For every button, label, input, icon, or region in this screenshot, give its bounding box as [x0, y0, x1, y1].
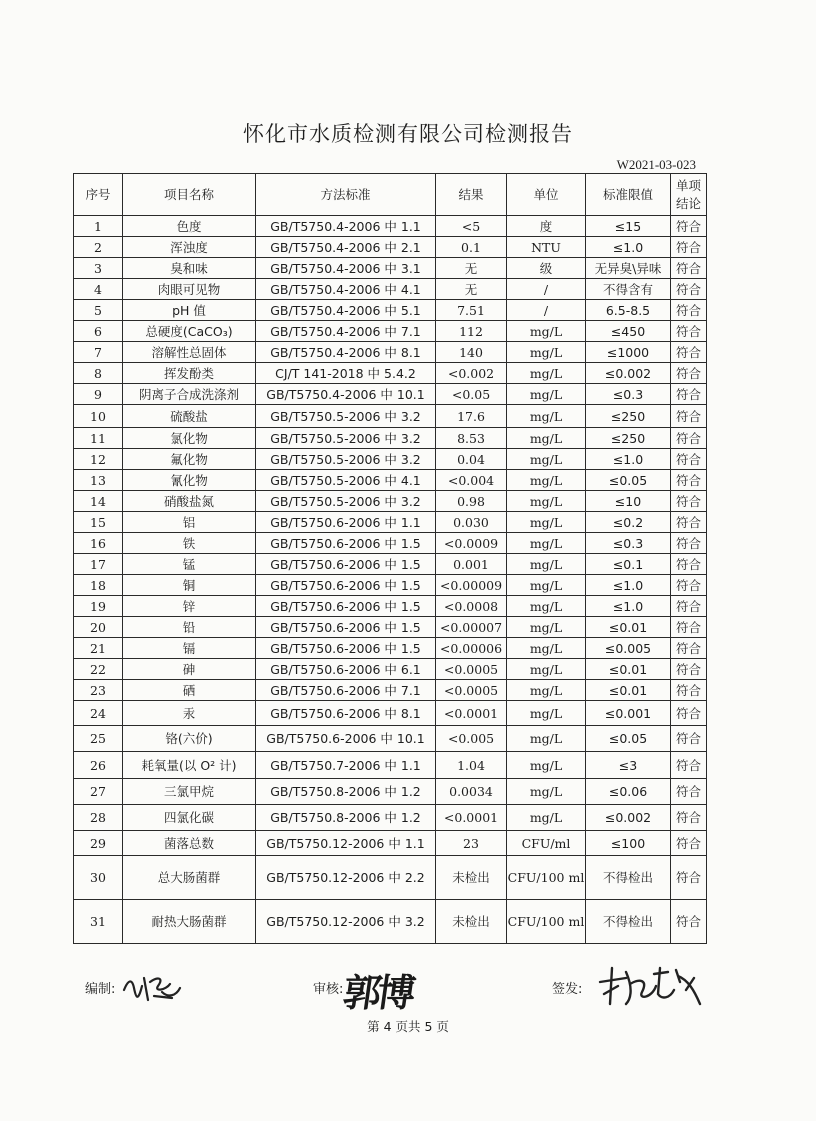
row-no: 15: [74, 512, 123, 533]
header-limit: 标准限值: [586, 174, 671, 216]
row-method: GB/T5750.8-2006 中 1.2: [256, 805, 436, 831]
row-item: 铜: [123, 575, 256, 596]
table-row: [74, 363, 707, 384]
header-result: 结果: [436, 174, 507, 216]
row-verdict: 符合: [671, 384, 707, 405]
row-limit: ≤0.01: [586, 659, 671, 680]
header-verdict: 单项结论: [671, 174, 707, 216]
row-no: 26: [74, 752, 123, 779]
row-no: 6: [74, 321, 123, 342]
row-no: 8: [74, 363, 123, 384]
row-item: 肉眼可见物: [123, 279, 256, 300]
row-item: 菌落总数: [123, 831, 256, 856]
row-limit: ≤0.06: [586, 779, 671, 805]
row-item: 耗氧量(以 O² 计): [123, 752, 256, 779]
row-no: 31: [74, 900, 123, 944]
row-no: 17: [74, 554, 123, 575]
compiled-by-label: 编制:: [85, 982, 116, 997]
row-unit: mg/L: [507, 659, 586, 680]
row-limit: 不得含有: [586, 279, 671, 300]
row-item: 溶解性总固体: [123, 342, 256, 363]
row-result: <5: [436, 216, 507, 237]
row-limit: ≤250: [586, 428, 671, 449]
table-row: [74, 617, 707, 638]
row-unit: mg/L: [507, 533, 586, 554]
row-method: GB/T5750.7-2006 中 1.1: [256, 752, 436, 779]
page-number: 第 4 页共 5 页: [367, 1019, 449, 1034]
row-verdict: 符合: [671, 363, 707, 384]
row-unit: mg/L: [507, 512, 586, 533]
row-verdict: 符合: [671, 726, 707, 752]
row-item: 铅: [123, 617, 256, 638]
row-limit: ≤1.0: [586, 575, 671, 596]
row-verdict: 符合: [671, 491, 707, 512]
row-item: 镉: [123, 638, 256, 659]
table-row: [74, 752, 707, 779]
row-unit: mg/L: [507, 491, 586, 512]
row-result: 0.04: [436, 449, 507, 470]
table-row: [74, 512, 707, 533]
report-number: W2021-03-023: [616, 157, 696, 172]
table-row: [74, 900, 707, 944]
row-item: 浑浊度: [123, 237, 256, 258]
row-unit: mg/L: [507, 680, 586, 701]
row-no: 24: [74, 701, 123, 726]
row-no: 21: [74, 638, 123, 659]
row-item: 氟化物: [123, 449, 256, 470]
row-unit: mg/L: [507, 428, 586, 449]
row-verdict: 符合: [671, 680, 707, 701]
row-unit: mg/L: [507, 470, 586, 491]
row-method: GB/T5750.5-2006 中 3.2: [256, 449, 436, 470]
row-unit: mg/L: [507, 363, 586, 384]
table-row: [74, 856, 707, 900]
row-method: GB/T5750.4-2006 中 2.1: [256, 237, 436, 258]
row-unit: mg/L: [507, 726, 586, 752]
row-no: 25: [74, 726, 123, 752]
row-result: <0.0005: [436, 659, 507, 680]
row-result: 未检出: [436, 856, 507, 900]
row-item: 铝: [123, 512, 256, 533]
row-item: 耐热大肠菌群: [123, 900, 256, 944]
row-result: <0.0001: [436, 701, 507, 726]
row-unit: mg/L: [507, 321, 586, 342]
table-row: [74, 680, 707, 701]
row-method: GB/T5750.6-2006 中 7.1: [256, 680, 436, 701]
row-result: 23: [436, 831, 507, 856]
row-no: 18: [74, 575, 123, 596]
row-result: 0.001: [436, 554, 507, 575]
row-method: GB/T5750.6-2006 中 1.5: [256, 554, 436, 575]
row-result: 112: [436, 321, 507, 342]
row-unit: mg/L: [507, 701, 586, 726]
row-limit: 不得检出: [586, 900, 671, 944]
row-verdict: 符合: [671, 428, 707, 449]
row-method: GB/T5750.12-2006 中 2.2: [256, 856, 436, 900]
row-no: 28: [74, 805, 123, 831]
row-method: GB/T5750.5-2006 中 3.2: [256, 428, 436, 449]
table-row: [74, 321, 707, 342]
row-limit: ≤0.2: [586, 512, 671, 533]
row-result: 0.1: [436, 237, 507, 258]
row-verdict: 符合: [671, 638, 707, 659]
row-no: 4: [74, 279, 123, 300]
row-limit: 不得检出: [586, 856, 671, 900]
header-item: 项目名称: [123, 174, 256, 216]
row-verdict: 符合: [671, 449, 707, 470]
row-limit: ≤1000: [586, 342, 671, 363]
row-method: GB/T5750.5-2006 中 4.1: [256, 470, 436, 491]
row-result: <0.00007: [436, 617, 507, 638]
row-limit: ≤0.001: [586, 701, 671, 726]
row-unit: mg/L: [507, 554, 586, 575]
row-limit: ≤1.0: [586, 449, 671, 470]
table-header-row: [74, 174, 707, 216]
row-result: 17.6: [436, 405, 507, 428]
row-result: <0.05: [436, 384, 507, 405]
row-method: GB/T5750.6-2006 中 6.1: [256, 659, 436, 680]
row-verdict: 符合: [671, 237, 707, 258]
row-limit: ≤0.1: [586, 554, 671, 575]
row-result: 1.04: [436, 752, 507, 779]
row-method: GB/T5750.5-2006 中 3.2: [256, 405, 436, 428]
row-result: <0.002: [436, 363, 507, 384]
row-method: GB/T5750.12-2006 中 3.2: [256, 900, 436, 944]
row-limit: 无异臭\异味: [586, 258, 671, 279]
row-unit: mg/L: [507, 596, 586, 617]
row-limit: ≤0.05: [586, 470, 671, 491]
row-method: GB/T5750.4-2006 中 3.1: [256, 258, 436, 279]
row-item: 氰化物: [123, 470, 256, 491]
row-unit: mg/L: [507, 575, 586, 596]
row-limit: ≤1.0: [586, 596, 671, 617]
row-unit: mg/L: [507, 779, 586, 805]
approved-by-label: 签发:: [552, 982, 583, 997]
row-no: 7: [74, 342, 123, 363]
row-verdict: 符合: [671, 300, 707, 321]
table-row: [74, 701, 707, 726]
header-method: 方法标准: [256, 174, 436, 216]
row-no: 22: [74, 659, 123, 680]
row-limit: ≤0.01: [586, 680, 671, 701]
table-row: [74, 279, 707, 300]
row-unit: mg/L: [507, 405, 586, 428]
row-unit: CFU/ml: [507, 831, 586, 856]
row-method: GB/T5750.4-2006 中 8.1: [256, 342, 436, 363]
row-verdict: 符合: [671, 701, 707, 726]
row-result: <0.0001: [436, 805, 507, 831]
row-no: 13: [74, 470, 123, 491]
row-unit: mg/L: [507, 384, 586, 405]
row-method: GB/T5750.8-2006 中 1.2: [256, 779, 436, 805]
row-method: GB/T5750.12-2006 中 1.1: [256, 831, 436, 856]
row-limit: ≤0.005: [586, 638, 671, 659]
row-no: 20: [74, 617, 123, 638]
table-row: [74, 470, 707, 491]
table-row: [74, 449, 707, 470]
row-method: GB/T5750.4-2006 中 5.1: [256, 300, 436, 321]
row-verdict: 符合: [671, 279, 707, 300]
row-unit: /: [507, 279, 586, 300]
table-row: [74, 596, 707, 617]
row-result: <0.005: [436, 726, 507, 752]
row-verdict: 符合: [671, 805, 707, 831]
row-unit: mg/L: [507, 342, 586, 363]
row-verdict: 符合: [671, 596, 707, 617]
row-method: GB/T5750.6-2006 中 1.1: [256, 512, 436, 533]
row-unit: /: [507, 300, 586, 321]
row-no: 16: [74, 533, 123, 554]
table-row: [74, 659, 707, 680]
row-verdict: 符合: [671, 342, 707, 363]
row-item: 铁: [123, 533, 256, 554]
row-item: 硝酸盐氮: [123, 491, 256, 512]
table-row: [74, 831, 707, 856]
row-item: 挥发酚类: [123, 363, 256, 384]
row-verdict: 符合: [671, 470, 707, 491]
row-no: 30: [74, 856, 123, 900]
row-unit: mg/L: [507, 617, 586, 638]
table-row: [74, 554, 707, 575]
row-method: GB/T5750.4-2006 中 1.1: [256, 216, 436, 237]
table-row: [74, 575, 707, 596]
row-limit: ≤0.002: [586, 805, 671, 831]
report-title: 怀化市水质检测有限公司检测报告: [243, 122, 573, 146]
row-item: 硒: [123, 680, 256, 701]
row-result: <0.00009: [436, 575, 507, 596]
row-item: 臭和味: [123, 258, 256, 279]
row-limit: ≤15: [586, 216, 671, 237]
row-result: <0.0005: [436, 680, 507, 701]
table-row: [74, 491, 707, 512]
row-method: GB/T5750.4-2006 中 7.1: [256, 321, 436, 342]
row-limit: 6.5-8.5: [586, 300, 671, 321]
row-item: 总硬度(CaCO₃): [123, 321, 256, 342]
table-row: [74, 533, 707, 554]
row-unit: mg/L: [507, 805, 586, 831]
row-method: CJ/T 141-2018 中 5.4.2: [256, 363, 436, 384]
row-limit: ≤100: [586, 831, 671, 856]
row-result: <0.0009: [436, 533, 507, 554]
row-no: 9: [74, 384, 123, 405]
row-verdict: 符合: [671, 216, 707, 237]
row-limit: ≤3: [586, 752, 671, 779]
row-item: 总大肠菌群: [123, 856, 256, 900]
row-no: 2: [74, 237, 123, 258]
row-limit: ≤0.3: [586, 533, 671, 554]
table-row: [74, 258, 707, 279]
row-result: 0.030: [436, 512, 507, 533]
row-verdict: 符合: [671, 554, 707, 575]
row-item: pH 值: [123, 300, 256, 321]
row-verdict: 符合: [671, 831, 707, 856]
row-verdict: 符合: [671, 405, 707, 428]
row-result: 8.53: [436, 428, 507, 449]
reviewed-by-label: 审核:: [313, 982, 344, 997]
row-limit: ≤0.002: [586, 363, 671, 384]
table-row: [74, 726, 707, 752]
row-result: <0.0008: [436, 596, 507, 617]
row-method: GB/T5750.6-2006 中 1.5: [256, 533, 436, 554]
row-item: 色度: [123, 216, 256, 237]
row-limit: ≤250: [586, 405, 671, 428]
row-no: 5: [74, 300, 123, 321]
table-row: [74, 300, 707, 321]
row-result: 7.51: [436, 300, 507, 321]
row-result: 0.0034: [436, 779, 507, 805]
row-no: 11: [74, 428, 123, 449]
row-result: 0.98: [436, 491, 507, 512]
row-item: 汞: [123, 701, 256, 726]
row-unit: CFU/100 ml: [507, 900, 586, 944]
row-method: GB/T5750.5-2006 中 3.2: [256, 491, 436, 512]
reviewer-signature: 郭博: [340, 970, 415, 1015]
table-row: [74, 638, 707, 659]
table-row: [74, 216, 707, 237]
signature-row: [0, 968, 816, 1015]
row-limit: ≤1.0: [586, 237, 671, 258]
row-method: GB/T5750.6-2006 中 1.5: [256, 575, 436, 596]
table-row: [74, 237, 707, 258]
row-verdict: 符合: [671, 512, 707, 533]
row-no: 14: [74, 491, 123, 512]
row-item: 氯化物: [123, 428, 256, 449]
header-unit: 单位: [507, 174, 586, 216]
row-verdict: 符合: [671, 752, 707, 779]
results-table: [73, 173, 707, 944]
row-unit: 级: [507, 258, 586, 279]
row-no: 23: [74, 680, 123, 701]
row-item: 三氯甲烷: [123, 779, 256, 805]
row-unit: mg/L: [507, 638, 586, 659]
row-no: 3: [74, 258, 123, 279]
row-unit: mg/L: [507, 449, 586, 470]
row-method: GB/T5750.4-2006 中 4.1: [256, 279, 436, 300]
row-limit: ≤0.3: [586, 384, 671, 405]
row-unit: NTU: [507, 237, 586, 258]
row-method: GB/T5750.6-2006 中 1.5: [256, 596, 436, 617]
row-item: 锌: [123, 596, 256, 617]
row-limit: ≤0.01: [586, 617, 671, 638]
row-no: 10: [74, 405, 123, 428]
row-result: 无: [436, 279, 507, 300]
row-item: 硫酸盐: [123, 405, 256, 428]
row-item: 四氯化碳: [123, 805, 256, 831]
approver-signature-icon: [596, 960, 706, 1010]
row-verdict: 符合: [671, 533, 707, 554]
row-limit: ≤10: [586, 491, 671, 512]
table-row: [74, 805, 707, 831]
table-row: [74, 405, 707, 428]
row-no: 29: [74, 831, 123, 856]
row-method: GB/T5750.6-2006 中 1.5: [256, 638, 436, 659]
row-verdict: 符合: [671, 856, 707, 900]
table-row: [74, 779, 707, 805]
row-unit: mg/L: [507, 752, 586, 779]
row-no: 19: [74, 596, 123, 617]
row-item: 铬(六价): [123, 726, 256, 752]
table-row: [74, 428, 707, 449]
table-row: [74, 342, 707, 363]
row-verdict: 符合: [671, 659, 707, 680]
row-verdict: 符合: [671, 779, 707, 805]
row-verdict: 符合: [671, 617, 707, 638]
row-unit: CFU/100 ml: [507, 856, 586, 900]
row-method: GB/T5750.6-2006 中 10.1: [256, 726, 436, 752]
row-no: 27: [74, 779, 123, 805]
row-result: <0.004: [436, 470, 507, 491]
row-method: GB/T5750.4-2006 中 10.1: [256, 384, 436, 405]
row-item: 锰: [123, 554, 256, 575]
row-limit: ≤0.05: [586, 726, 671, 752]
row-verdict: 符合: [671, 321, 707, 342]
row-limit: ≤450: [586, 321, 671, 342]
row-result: 未检出: [436, 900, 507, 944]
row-unit: 度: [507, 216, 586, 237]
row-no: 1: [74, 216, 123, 237]
row-no: 12: [74, 449, 123, 470]
row-result: 无: [436, 258, 507, 279]
row-result: 140: [436, 342, 507, 363]
row-verdict: 符合: [671, 258, 707, 279]
row-method: GB/T5750.6-2006 中 1.5: [256, 617, 436, 638]
row-verdict: 符合: [671, 900, 707, 944]
compiler-signature-icon: [118, 968, 188, 1008]
row-item: 砷: [123, 659, 256, 680]
row-item: 阴离子合成洗涤剂: [123, 384, 256, 405]
table-row: [74, 384, 707, 405]
row-method: GB/T5750.6-2006 中 8.1: [256, 701, 436, 726]
row-result: <0.00006: [436, 638, 507, 659]
row-verdict: 符合: [671, 575, 707, 596]
header-no: 序号: [74, 174, 123, 216]
